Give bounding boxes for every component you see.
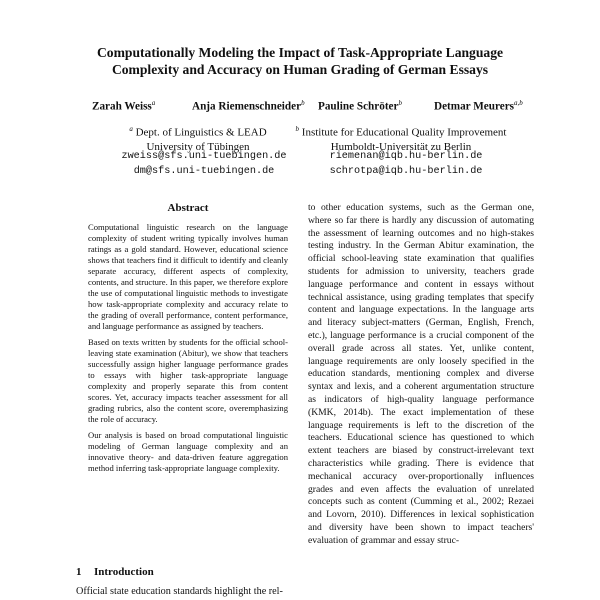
introduction-first-line: Official state education standards highlight the rel- <box>76 586 283 597</box>
author-4: Detmar Meurers$^{a,b}$ <box>434 99 523 113</box>
abstract-paragraph-1: Computational linguistic research on the language complexity of student writing typically involves human ratings as a gold standard. However, educational science shows that teachers find it difficult to identify and cleanly separate accuracy, different aspects of complexity, contents, and structure. In this paper, we therefore explore the use of computational linguistic methods to investigate how task-appropriate complexity and accuracy relate to the grading of overall performance, content performance, and language performance as assigned by teachers. <box>88 222 288 331</box>
section-heading-introduction: 1 Introduction <box>76 566 154 578</box>
abstract-body <box>88 222 288 474</box>
email-zweiss: zweiss@sfs.uni-tuebingen.de <box>121 151 287 162</box>
author-3: Pauline Schröter$^b$ <box>318 99 402 113</box>
affiliation-a: $^a$ Dept. of Linguistics & LEAD University of Tübingen <box>129 125 267 153</box>
author-list <box>0 99 600 115</box>
right-column <box>308 202 534 548</box>
email-schrotpa: schrotpa@iqb.hu-berlin.de <box>329 165 483 177</box>
email-dm: dm@sfs.uni-tuebingen.de <box>133 165 275 177</box>
title-line-2: Complexity and Accuracy on Human Grading of German Essays <box>111 62 489 77</box>
right-column-text: to other education systems, such as the German one, where so far there is hardly any discussion of automating the assessment of learning outcomes and no high-stakes testing industry. In the German Abitur examination, the official school-leaving state examination that qualifies students for admission to university, teachers grade language performance and content in essays without technical assistance, using grading templates that specify content and language expectations. In the language arts and literacy subject-matters (German, English, French, etc.), language performance is a crucial component of the overall grade across all states. Yet, unlike content, language requirements are only loosely specified in the education standards, mentioning complex and diverse syntax and lexis, and a coherent argumentation structure as indicators of high-quality language performance (KMK, 2014b). The exact implementation of these language requirements is left to the discretion of the teachers. Educational science has questioned to which extent teachers are biased by construct-irrelevant text characteristics while grading. There is evidence that mechanical accuracy over-proportionally influences grades and even affects the evaluation of unrelated concepts such as content (Cumming et al., 2002; Rezaei and Lovorn, 2010). Differences in lexical sophistication and diversity have been shown to impact teachers' evaluation of grammar and essay struc- <box>308 202 534 546</box>
emails-a <box>96 150 312 179</box>
author-2: Anja Riemenschneider$^b$ <box>192 99 305 113</box>
abstract-paragraph-3: Our analysis is based on broad computational linguistic modeling of German language complexity and an innovative theory- and data-driven feature aggregation method inferring task-appropriate language complexity. <box>88 430 288 473</box>
emails-b <box>306 150 506 179</box>
title-line-1: Computationally Modeling the Impact of Task-Appropriate Language <box>96 45 504 60</box>
abstract-paragraph-2: Based on texts written by students for the official school-leaving state examination (Abitur), we show that teachers successfully assign higher language performance grades to essays with higher task-appropriate language complexity and properly separate this from content scores. Yet, accuracy impacts teacher assessment for all grading rubrics, also the content score, overemphasizing the role of accuracy. <box>88 337 288 424</box>
affiliation-b: $^b$ Institute for Educational Quality Improvement Humboldt-Universität zu Berlin <box>295 125 507 153</box>
email-riemenan: riemenan@iqb.hu-berlin.de <box>329 151 483 162</box>
author-1: Zarah Weiss$^a$ <box>92 99 156 113</box>
paper-title <box>60 44 540 78</box>
abstract-heading: Abstract <box>167 202 209 214</box>
